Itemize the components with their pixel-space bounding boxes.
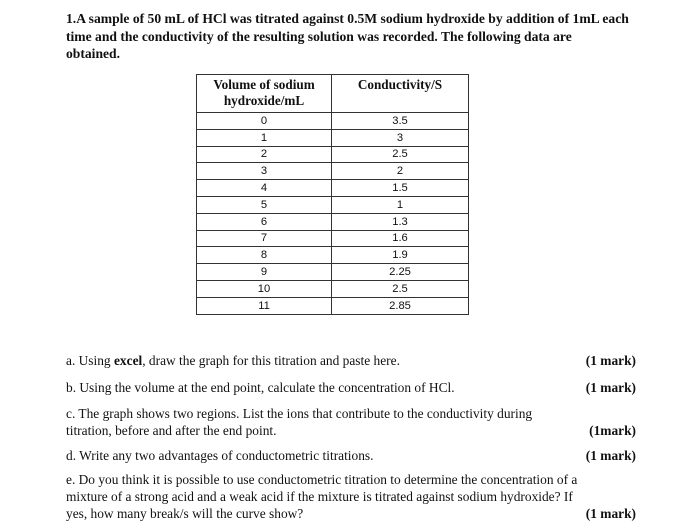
question-c-line-2: titration, before and after the end point. (66, 423, 277, 438)
volume-cell: 7 (197, 230, 332, 247)
conductivity-cell: 3.5 (332, 113, 469, 130)
volume-cell: 3 (197, 163, 332, 180)
table-row (197, 163, 469, 180)
question-b-text: b. Using the volume at the end point, calculate the concentration of HCl. (66, 380, 455, 395)
intro-line-2: time and the conductivity of the resulting solution was recorded. The following data are (66, 28, 572, 44)
question-c (66, 405, 636, 439)
table-header-row (197, 75, 469, 113)
table-row (197, 264, 469, 281)
question-c-mark: (1mark) (589, 423, 636, 438)
conductivity-cell: 1.9 (332, 247, 469, 264)
volume-cell: 5 (197, 196, 332, 213)
volume-cell: 10 (197, 280, 332, 297)
volume-cell: 0 (197, 113, 332, 130)
question-e-line-2: mixture of a strong acid and a weak acid if the mixture is titrated against sodium hydroxide? If (66, 489, 573, 504)
volume-cell: 6 (197, 213, 332, 230)
table-row (197, 196, 469, 213)
conductivity-cell: 2.25 (332, 264, 469, 281)
question-e-mark: (1 mark) (585, 506, 636, 521)
conductivity-cell: 2.85 (332, 297, 469, 314)
volume-header-line-2: hydroxide/mL (223, 93, 305, 108)
conductivity-cell: 1.5 (332, 180, 469, 197)
question-b (66, 379, 636, 396)
conductivity-cell: 1 (332, 196, 469, 213)
intro-line-3: obtained. (66, 46, 121, 61)
question-a-bold: excel (113, 353, 143, 368)
intro-line-1: 1.A sample of 50 mL of HCl was titrated against 0.5M sodium hydroxide by addition of 1mL each (66, 11, 629, 26)
conductivity-cell: 2.5 (332, 146, 469, 163)
conductivity-column-header: Conductivity/S (332, 75, 469, 113)
volume-cell: 11 (197, 297, 332, 314)
question-d (66, 447, 636, 464)
conductivity-cell: 2 (332, 163, 469, 180)
conductivity-cell: 2.5 (332, 280, 469, 297)
conductivity-cell: 1.6 (332, 230, 469, 247)
table-row (197, 113, 469, 130)
table-row (197, 213, 469, 230)
volume-header-line-1: Volume of sodium (213, 77, 315, 92)
question-a-post: , draw the graph for this titration and paste here. (142, 353, 400, 368)
volume-cell: 1 (197, 129, 332, 146)
table-row (197, 280, 469, 297)
question-e (66, 471, 636, 522)
table-row (197, 230, 469, 247)
volume-cell: 2 (197, 146, 332, 163)
question-b-mark: (1 mark) (585, 380, 636, 395)
question-e-line-3: yes, how many break/s will the curve show? (66, 506, 304, 521)
table-row (197, 146, 469, 163)
table-row (197, 297, 469, 314)
data-table (196, 74, 469, 315)
question-d-mark: (1 mark) (585, 448, 636, 463)
question-a (66, 352, 636, 369)
question-e-line-1: e. Do you think it is possible to use conductometric titration to determine the concentration of a (66, 472, 578, 487)
volume-column-header (197, 75, 332, 113)
table-row (197, 129, 469, 146)
volume-cell: 9 (197, 264, 332, 281)
table-row (197, 247, 469, 264)
question-a-pre: a. Using (66, 353, 114, 368)
question-c-line-1: c. The graph shows two regions. List the ions that contribute to the conductivity during (66, 406, 533, 421)
volume-cell: 4 (197, 180, 332, 197)
table-row (197, 180, 469, 197)
question-d-text: d. Write any two advantages of conductometric titrations. (66, 448, 374, 463)
conductivity-cell: 1.3 (332, 213, 469, 230)
problem-statement (66, 10, 646, 63)
conductivity-cell: 3 (332, 129, 469, 146)
question-a-mark: (1 mark) (585, 353, 636, 368)
volume-cell: 8 (197, 247, 332, 264)
